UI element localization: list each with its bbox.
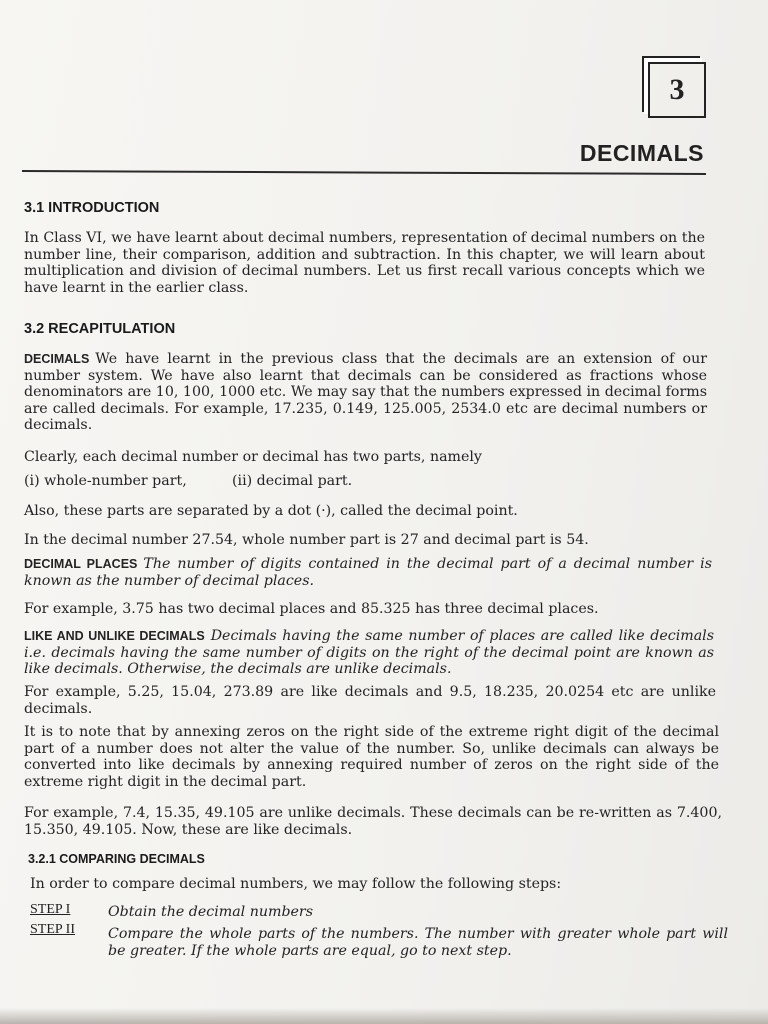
term-like-unlike-decimals: LIKE AND UNLIKE DECIMALS <box>24 629 205 643</box>
step-2-label: STEP II <box>30 922 75 937</box>
decimal-places-example: For example, 3.75 has two decimal places and 85.325 has three decimal places. <box>24 601 599 617</box>
decimals-definition-text: We have learnt in the previous class that the decimals are an extension of our number system. We have also learnt that decimals can be considered as fractions whose denominators are 10, 100, 1000 etc. We may say that the numbers expressed in decimal forms are called decimals. For example, 17.235, 0.149, 125.005, 2534.0 etc are decimal numbers or decimals. <box>24 351 707 433</box>
section-heading-recapitulation: 3.2 RECAPITULATION <box>24 321 176 337</box>
decimals-definition-paragraph <box>24 351 707 434</box>
annexing-zeros-paragraph: It is to note that by annexing zeros on the right side of the extreme right digit of the decimal part of a number does not alter the value of the number. So, unlike decimals can always be converted into like decimals by annexing required number of zeros on the right side of the extreme right digit in the decimal part. <box>24 724 719 790</box>
chapter-title: DECIMALS <box>579 140 704 166</box>
step-2-text: Compare the whole parts of the numbers. The number with greater whole part will be greater. If the whole parts are equal, go to next step. <box>108 926 728 959</box>
decimal-point-paragraph: Also, these parts are separated by a dot (·), called the decimal point. <box>24 503 518 519</box>
like-unlike-example: For example, 5.25, 15.04, 273.89 are like decimals and 9.5, 18.235, 20.0254 etc are unlike decimals. <box>24 684 716 717</box>
page-bottom-shadow <box>0 1008 768 1024</box>
term-decimals: DECIMALS <box>24 352 90 366</box>
annexing-zeros-example: For example, 7.4, 15.35, 49.105 are unlike decimals. These decimals can be re-written as 7.400, 15.350, 49.105. Now, these are like decimals. <box>24 805 722 838</box>
term-decimal-places: DECIMAL PLACES <box>24 557 138 571</box>
subsection-heading-comparing-decimals: 3.2.1 COMPARING DECIMALS <box>28 852 205 866</box>
like-unlike-text: Decimals having the same number of places are called like decimals i.e. decimals having the same number of digits on the right of the decimal point are known as like decimals. Otherwise, the decimals are unlike decimals. <box>24 628 714 677</box>
introduction-paragraph: In Class VI, we have learnt about decimal numbers, representation of decimal numbers on the number line, their comparison, addition and subtraction. In this chapter, we will learn about multiplication and division of decimal numbers. Let us first recall various concepts which we have learnt in the earlier class. <box>24 230 705 296</box>
whole-decimal-part-example: In the decimal number 27.54, whole number part is 27 and decimal part is 54. <box>24 532 589 548</box>
two-parts-paragraph: Clearly, each decimal number or decimal has two parts, namely <box>24 449 482 465</box>
decimal-places-paragraph <box>24 556 712 589</box>
part-i: (i) whole-number part, <box>24 473 187 489</box>
title-rule <box>22 170 706 175</box>
step-1-label: STEP I <box>30 902 71 917</box>
step-1-text: Obtain the decimal numbers <box>108 904 313 920</box>
chapter-number-box <box>648 62 706 118</box>
part-ii: (ii) decimal part. <box>232 473 353 489</box>
chapter-number: 3 <box>669 73 685 106</box>
comparing-intro: In order to compare decimal numbers, we may follow the following steps: <box>30 876 562 892</box>
like-unlike-paragraph <box>24 628 714 678</box>
section-heading-introduction: 3.1 INTRODUCTION <box>24 200 160 216</box>
decimal-places-text: The number of digits contained in the decimal part of a decimal number is known as the number of decimal places. <box>24 556 713 589</box>
